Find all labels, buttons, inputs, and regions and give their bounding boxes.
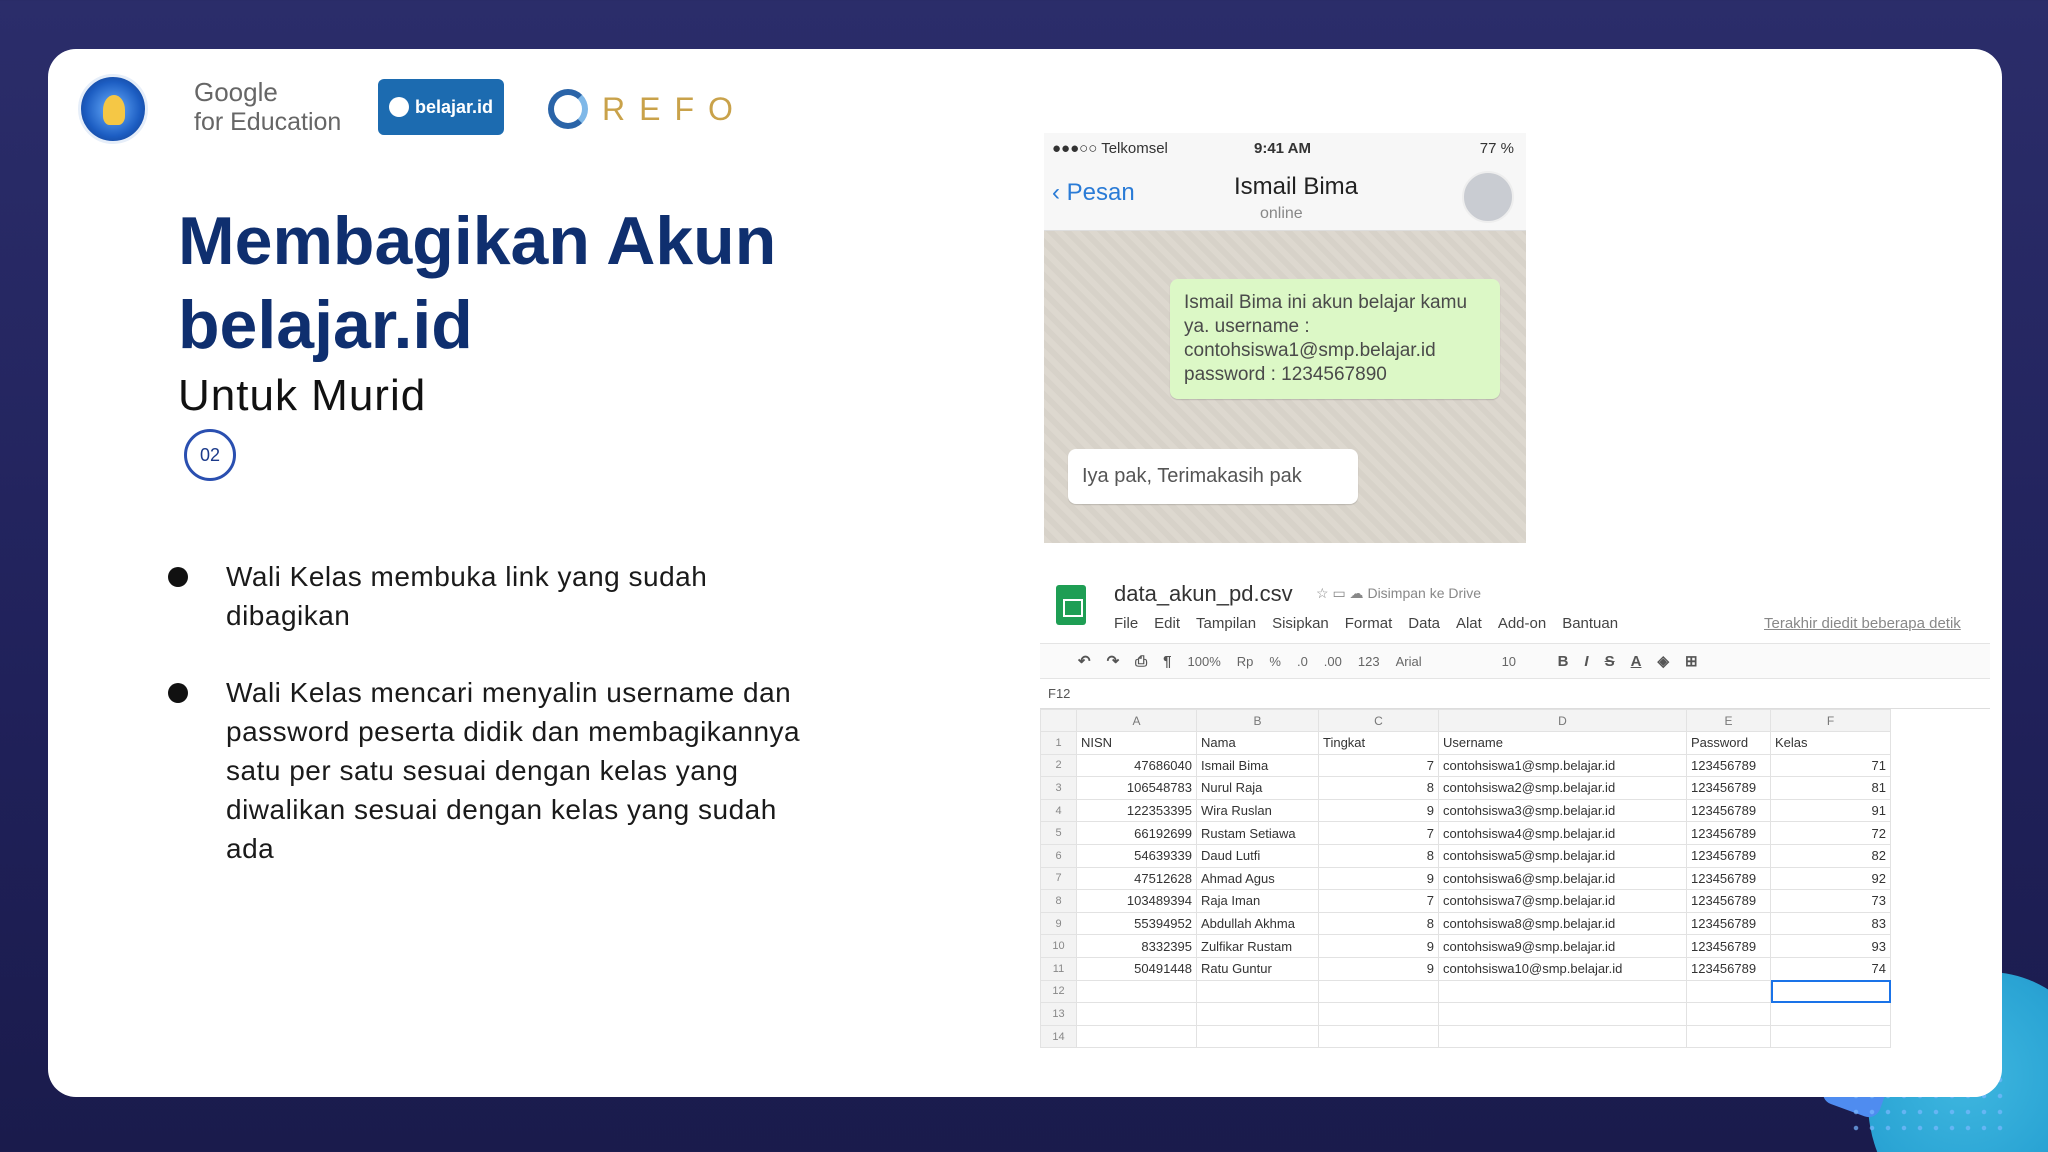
sheet-header xyxy=(1040,573,1990,643)
col-header[interactable]: B xyxy=(1197,710,1319,732)
bullet-item xyxy=(168,557,808,635)
table-row xyxy=(1041,1003,1891,1026)
belajar-id-logo xyxy=(378,79,504,135)
col-header[interactable]: C xyxy=(1319,710,1439,732)
table-cell[interactable]: contohsiswa7@smp.belajar.id xyxy=(1439,890,1687,913)
table-row xyxy=(1041,957,1891,980)
table-cell[interactable]: 72 xyxy=(1771,822,1891,845)
table-cell[interactable]: contohsiswa8@smp.belajar.id xyxy=(1439,912,1687,935)
table-cell[interactable]: 93 xyxy=(1771,935,1891,958)
google-wordmark: Google xyxy=(194,77,278,107)
table-cell[interactable]: Nama xyxy=(1197,732,1319,755)
phone-status-bar xyxy=(1044,133,1526,163)
title-line-1: Membagikan Akun xyxy=(178,203,777,279)
table-row xyxy=(1041,1025,1891,1048)
row-number[interactable]: 6 xyxy=(1041,844,1077,867)
table-cell[interactable]: 123456789 xyxy=(1687,890,1771,913)
table-cell[interactable]: 9 xyxy=(1319,957,1439,980)
table-cell[interactable]: Ismail Bima xyxy=(1197,754,1319,777)
font-size-select[interactable]: 10 xyxy=(1501,653,1517,669)
table-cell[interactable]: 8332395 xyxy=(1077,935,1197,958)
tut-wuri-handayani-logo xyxy=(78,74,148,144)
contact-avatar[interactable] xyxy=(1462,171,1514,223)
menu-view[interactable]: Tampilan xyxy=(1196,615,1257,632)
italic-icon[interactable]: I xyxy=(1584,652,1589,670)
table-cell[interactable]: 123456789 xyxy=(1687,867,1771,890)
menu-addons[interactable]: Add-on xyxy=(1497,615,1547,632)
table-cell[interactable]: Kelas xyxy=(1771,732,1891,755)
row-number[interactable]: 2 xyxy=(1041,754,1077,777)
carrier-label: ●●●○○ Telkomsel xyxy=(1052,139,1168,157)
table-cell[interactable]: contohsiswa1@smp.belajar.id xyxy=(1439,754,1687,777)
table-cell[interactable]: Zulfikar Rustam xyxy=(1197,935,1319,958)
row-number[interactable]: 8 xyxy=(1041,890,1077,913)
row-number[interactable]: 3 xyxy=(1041,777,1077,800)
table-cell[interactable]: 123456789 xyxy=(1687,799,1771,822)
borders-icon[interactable]: ⊞ xyxy=(1685,653,1698,670)
cell-reference[interactable]: F12 xyxy=(1048,686,1071,701)
save-status-text: Disimpan ke Drive xyxy=(1367,585,1482,601)
table-cell[interactable]: contohsiswa6@smp.belajar.id xyxy=(1439,867,1687,890)
row-number[interactable]: 7 xyxy=(1041,867,1077,890)
number-format-select[interactable]: 123 xyxy=(1357,653,1380,669)
table-cell[interactable]: 122353395 xyxy=(1077,799,1197,822)
row-number[interactable]: 11 xyxy=(1041,957,1077,980)
undo-icon[interactable]: ↶ xyxy=(1078,653,1091,670)
table-cell[interactable]: 123456789 xyxy=(1687,754,1771,777)
bold-icon[interactable]: B xyxy=(1557,652,1569,670)
table-cell[interactable]: 123456789 xyxy=(1687,822,1771,845)
title-line-2: belajar.id xyxy=(178,287,473,363)
table-row xyxy=(1041,777,1891,800)
bullet-text: Wali Kelas membuka link yang sudah dibagikan xyxy=(226,561,708,631)
selected-cell[interactable] xyxy=(1771,980,1891,1003)
col-header[interactable]: F xyxy=(1771,710,1891,732)
table-cell[interactable] xyxy=(1687,1003,1771,1026)
table-cell[interactable]: 92 xyxy=(1771,867,1891,890)
clock-label: 9:41 AM xyxy=(1254,139,1311,157)
bullet-item xyxy=(168,673,808,868)
step-number-badge: 02 xyxy=(184,429,236,481)
table-cell[interactable]: 123456789 xyxy=(1687,935,1771,958)
row-number[interactable]: 1 xyxy=(1041,732,1077,755)
table-cell[interactable]: contohsiswa5@smp.belajar.id xyxy=(1439,844,1687,867)
refo-logo xyxy=(548,89,747,129)
table-cell[interactable]: 81 xyxy=(1771,777,1891,800)
contact-status: online xyxy=(1260,205,1303,222)
table-cell[interactable]: 47686040 xyxy=(1077,754,1197,777)
table-cell[interactable]: contohsiswa2@smp.belajar.id xyxy=(1439,777,1687,800)
table-cell[interactable]: 50491448 xyxy=(1077,957,1197,980)
table-cell[interactable] xyxy=(1197,1025,1319,1048)
table-cell[interactable]: Ahmad Agus xyxy=(1197,867,1319,890)
table-cell[interactable]: Nurul Raja xyxy=(1197,777,1319,800)
text-color-icon[interactable]: A xyxy=(1630,652,1642,670)
table-cell[interactable]: contohsiswa10@smp.belajar.id xyxy=(1439,957,1687,980)
table-cell[interactable]: 103489394 xyxy=(1077,890,1197,913)
table-cell[interactable]: 82 xyxy=(1771,844,1891,867)
chat-body xyxy=(1044,231,1526,543)
table-cell[interactable]: 8 xyxy=(1319,777,1439,800)
table-row xyxy=(1041,754,1891,777)
table-cell[interactable] xyxy=(1687,980,1771,1003)
table-cell[interactable]: NISN xyxy=(1077,732,1197,755)
save-status: ☆ ▭ ☁ Disimpan ke Drive xyxy=(1316,585,1482,601)
table-cell[interactable] xyxy=(1687,1025,1771,1048)
table-cell[interactable]: 47512628 xyxy=(1077,867,1197,890)
chat-header xyxy=(1044,163,1526,231)
table-cell[interactable] xyxy=(1771,1003,1891,1026)
table-row xyxy=(1041,844,1891,867)
table-cell[interactable] xyxy=(1197,980,1319,1003)
fill-color-icon[interactable]: ◈ xyxy=(1657,653,1669,670)
percent-button[interactable]: % xyxy=(1269,653,1281,669)
sheets-icon xyxy=(1056,585,1086,625)
font-select[interactable]: Arial xyxy=(1395,653,1422,669)
table-cell[interactable]: 123456789 xyxy=(1687,777,1771,800)
table-cell[interactable] xyxy=(1319,1003,1439,1026)
menu-bar xyxy=(1114,615,1618,632)
table-cell[interactable]: 74 xyxy=(1771,957,1891,980)
table-cell[interactable]: 54639339 xyxy=(1077,844,1197,867)
table-row xyxy=(1041,732,1891,755)
table-cell[interactable] xyxy=(1077,980,1197,1003)
decrease-decimal-button[interactable]: .0 xyxy=(1296,653,1308,669)
data-rows xyxy=(1041,754,1891,1048)
table-cell[interactable] xyxy=(1439,980,1687,1003)
menu-file[interactable]: File xyxy=(1114,615,1139,632)
table-cell[interactable]: 83 xyxy=(1771,912,1891,935)
table-cell[interactable]: Username xyxy=(1439,732,1687,755)
table-cell[interactable]: 73 xyxy=(1771,890,1891,913)
incoming-message: Iya pak, Terimakasih pak xyxy=(1068,449,1358,504)
table-cell[interactable] xyxy=(1439,1003,1687,1026)
col-header[interactable]: A xyxy=(1077,710,1197,732)
table-row xyxy=(1041,980,1891,1003)
table-row xyxy=(1041,935,1891,958)
table-cell[interactable]: 91 xyxy=(1771,799,1891,822)
back-label: Pesan xyxy=(1066,179,1135,206)
col-header[interactable]: D xyxy=(1439,710,1687,732)
table-row xyxy=(1041,867,1891,890)
back-button[interactable]: ‹ Pesan xyxy=(1052,179,1135,206)
table-cell[interactable]: contohsiswa9@smp.belajar.id xyxy=(1439,935,1687,958)
menu-help[interactable]: Bantuan xyxy=(1562,615,1619,632)
redo-icon[interactable]: ↷ xyxy=(1106,653,1120,670)
last-edit-link[interactable]: Terakhir diedit beberapa detik xyxy=(1764,615,1961,632)
sheet-filename[interactable]: data_akun_pd.csv xyxy=(1114,581,1293,606)
table-cell[interactable] xyxy=(1077,1003,1197,1026)
battery-label: 77 % xyxy=(1479,139,1514,157)
row-number[interactable]: 9 xyxy=(1041,912,1077,935)
sheet-toolbar xyxy=(1040,643,1990,679)
table-cell[interactable]: Daud Lutfi xyxy=(1197,844,1319,867)
table-cell[interactable]: 8 xyxy=(1319,912,1439,935)
paint-format-icon[interactable]: ¶ xyxy=(1163,652,1172,670)
table-cell[interactable]: 55394952 xyxy=(1077,912,1197,935)
slide-title xyxy=(178,199,776,367)
table-cell[interactable]: contohsiswa3@smp.belajar.id xyxy=(1439,799,1687,822)
row-number[interactable]: 14 xyxy=(1041,1025,1077,1048)
row-number[interactable]: 12 xyxy=(1041,980,1077,1003)
for-education-text: for Education xyxy=(194,108,342,136)
table-cell[interactable]: 123456789 xyxy=(1687,844,1771,867)
zoom-select[interactable]: 100% xyxy=(1187,653,1221,669)
table-cell[interactable]: Wira Ruslan xyxy=(1197,799,1319,822)
table-cell[interactable]: 71 xyxy=(1771,754,1891,777)
table-cell[interactable]: Ratu Guntur xyxy=(1197,957,1319,980)
col-header[interactable]: E xyxy=(1687,710,1771,732)
refo-swirl-icon xyxy=(548,89,588,129)
table-cell[interactable] xyxy=(1197,1003,1319,1026)
menu-data[interactable]: Data xyxy=(1408,615,1440,632)
table-cell[interactable]: 9 xyxy=(1319,935,1439,958)
table-cell[interactable]: 9 xyxy=(1319,799,1439,822)
menu-tools[interactable]: Alat xyxy=(1455,615,1482,632)
row-number[interactable]: 10 xyxy=(1041,935,1077,958)
row-number[interactable]: 5 xyxy=(1041,822,1077,845)
menu-insert[interactable]: Sisipkan xyxy=(1272,615,1329,632)
bullet-list xyxy=(168,557,808,906)
table-cell[interactable]: Password xyxy=(1687,732,1771,755)
table-cell[interactable]: Raja Iman xyxy=(1197,890,1319,913)
menu-format[interactable]: Format xyxy=(1344,615,1393,632)
table-row xyxy=(1041,912,1891,935)
row-number[interactable]: 4 xyxy=(1041,799,1077,822)
table-cell[interactable] xyxy=(1771,1025,1891,1048)
table-cell[interactable] xyxy=(1319,1025,1439,1048)
table-cell[interactable]: 106548783 xyxy=(1077,777,1197,800)
column-header-row xyxy=(1041,710,1891,732)
slide-subtitle: Untuk Murid xyxy=(178,371,427,420)
table-row xyxy=(1041,822,1891,845)
bullet-text: Wali Kelas mencari menyalin username dan password peserta didik dan membagikannya satu per satu sesuai dengan kelas yang diwalikan sesuai dengan kelas yang sudah ada xyxy=(226,677,801,864)
bullet-dot xyxy=(168,683,188,703)
table-cell[interactable] xyxy=(1439,1025,1687,1048)
belajar-logo-text: belajar.id xyxy=(414,96,494,117)
bullet-dot xyxy=(168,567,188,587)
table-cell[interactable]: 8 xyxy=(1319,844,1439,867)
menu-edit[interactable]: Edit xyxy=(1154,615,1181,632)
table-cell[interactable]: 7 xyxy=(1319,754,1439,777)
google-for-education-logo xyxy=(194,77,341,137)
table-row xyxy=(1041,890,1891,913)
table-cell[interactable]: 123456789 xyxy=(1687,957,1771,980)
sheet-grid xyxy=(1040,709,1891,1048)
belajar-emblem-icon xyxy=(389,97,409,117)
increase-decimal-button[interactable]: .00 xyxy=(1323,653,1342,669)
formula-bar xyxy=(1040,679,1990,709)
chat-screenshot xyxy=(1044,133,1526,543)
table-cell[interactable]: 9 xyxy=(1319,867,1439,890)
table-row xyxy=(1041,799,1891,822)
table-cell[interactable]: Rustam Setiawa xyxy=(1197,822,1319,845)
row-number[interactable]: 13 xyxy=(1041,1003,1077,1026)
spreadsheet-screenshot xyxy=(1040,573,1990,1097)
table-cell[interactable]: Tingkat xyxy=(1319,732,1439,755)
slide xyxy=(48,49,2002,1097)
outgoing-message: Ismail Bima ini akun belajar kamu ya. username : contohsiswa1@smp.belajar.id password : 1234567890 xyxy=(1170,279,1500,399)
refo-logo-text: REFO xyxy=(602,90,747,127)
table-cell[interactable] xyxy=(1077,1025,1197,1048)
table-cell[interactable]: 66192699 xyxy=(1077,822,1197,845)
print-icon[interactable]: ⎙ xyxy=(1135,652,1148,670)
table-cell[interactable]: 7 xyxy=(1319,890,1439,913)
currency-button[interactable]: Rp xyxy=(1236,653,1254,669)
strikethrough-icon[interactable]: S xyxy=(1604,652,1615,670)
table-cell[interactable]: Abdullah Akhma xyxy=(1197,912,1319,935)
table-cell[interactable]: 123456789 xyxy=(1687,912,1771,935)
contact-name: Ismail Bima xyxy=(1234,173,1359,200)
table-cell[interactable] xyxy=(1319,980,1439,1003)
table-cell[interactable]: contohsiswa4@smp.belajar.id xyxy=(1439,822,1687,845)
table-cell[interactable]: 7 xyxy=(1319,822,1439,845)
